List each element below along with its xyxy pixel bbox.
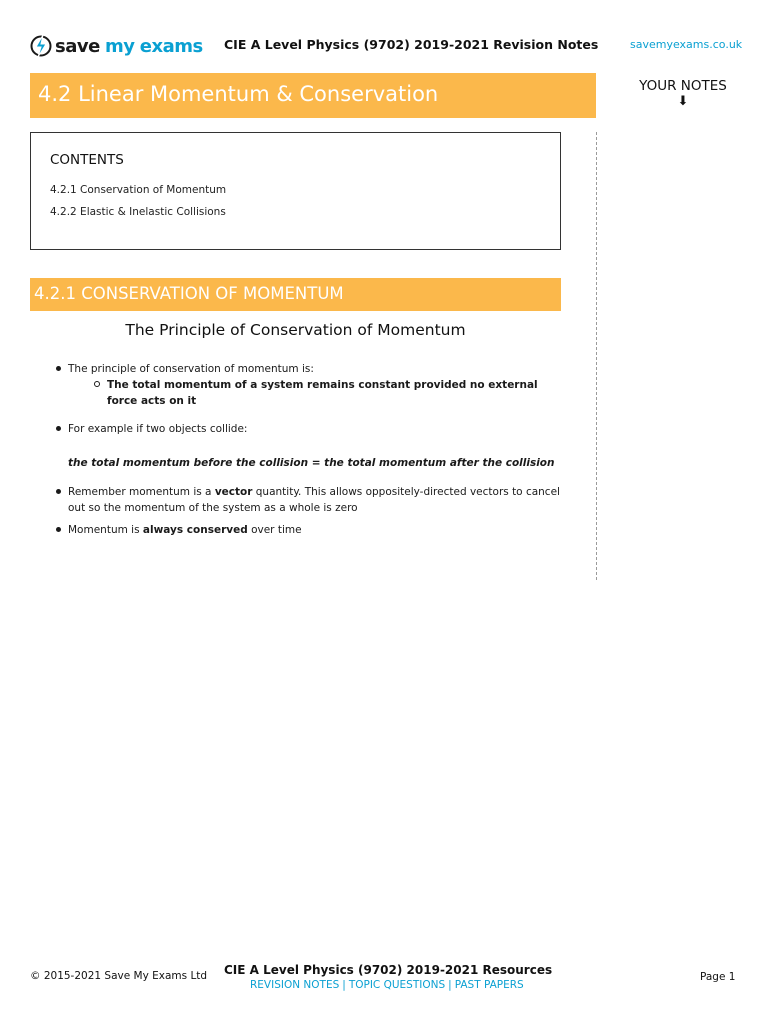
section-subheading: The Principle of Conservation of Momentum [125,321,466,339]
bullet-text-post: over time [247,524,302,536]
contents-box [30,132,561,250]
your-notes-label [620,78,746,108]
your-notes-text: YOUR NOTES [639,78,727,94]
momentum-equation: the total momentum before the collision = the total momentum after the collision [68,457,555,469]
past-papers-link[interactable]: PAST PAPERS [454,979,524,991]
bullet-text [68,484,560,500]
bullet-text-pre: Momentum is [68,524,143,536]
page-number: Page 1 [700,971,736,983]
bullet-dot [56,366,61,371]
section-banner [30,278,561,311]
footer-separator: | [448,979,452,991]
contents-item[interactable]: 4.2.2 Elastic & Inelastic Collisions [50,206,226,218]
bullet-dot [56,426,61,431]
bullet-text-bold: always conserved [142,524,248,536]
bullet-text-cont: out so the momentum of the system as a whole is zero [68,502,358,514]
notes-divider [596,132,597,580]
page-title: 4.2 Linear Momentum & Conservation [38,82,439,106]
bullet-dot [56,527,61,532]
site-link[interactable]: savemyexams.co.uk [630,38,743,51]
page-title-banner [30,73,596,118]
bullet-text-bold: vector [214,486,253,498]
footer-separator: | [342,979,346,991]
sub-bullet-text: The total momentum of a system remains constant provided no external [107,379,538,391]
header-title: CIE A Level Physics (9702) 2019-2021 Revision Notes [224,37,599,52]
logo-exams-text: exams [139,35,203,57]
logo-save-text: save [55,35,100,57]
contents-heading: CONTENTS [50,152,124,168]
bullet-text-pre: Remember momentum is a [68,486,215,498]
down-arrow-icon: ⬇ [677,94,689,109]
footer-title: CIE A Level Physics (9702) 2019-2021 Resources [224,963,553,977]
footer-links [250,979,524,991]
bullet-text: For example if two objects collide: [68,423,248,435]
footer-copyright: © 2015-2021 Save My Exams Ltd [30,970,208,982]
lightning-bolt-icon [30,34,52,58]
logo-my-text: my [105,35,135,57]
revision-notes-link[interactable]: REVISION NOTES [250,979,340,991]
topic-questions-link[interactable]: TOPIC QUESTIONS [348,979,446,991]
logo-wordmark [55,36,203,57]
bullet-text [68,522,302,538]
section-title: 4.2.1 CONSERVATION OF MOMENTUM [34,284,344,303]
bullet-text-post: quantity. This allows oppositely-directed vectors to cancel [252,486,560,498]
bullet-dot [56,489,61,494]
sub-bullet-text-cont: force acts on it [107,395,197,407]
site-logo[interactable] [30,33,203,59]
bullet-text: The principle of conservation of momentum is: [68,363,314,375]
contents-item[interactable]: 4.2.1 Conservation of Momentum [50,184,227,196]
sub-bullet-circle [94,381,100,387]
